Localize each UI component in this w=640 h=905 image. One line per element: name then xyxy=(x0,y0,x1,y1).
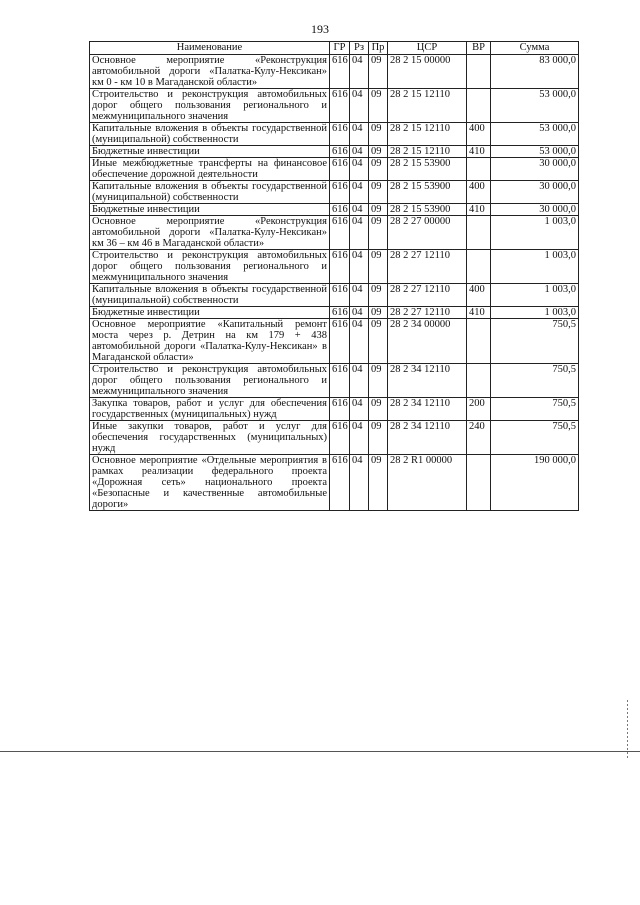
row-pr: 09 xyxy=(369,284,388,307)
header-rz: Рз xyxy=(350,42,369,55)
row-vr xyxy=(467,216,491,250)
row-csr: 28 2 34 12110 xyxy=(388,398,467,421)
header-csr: ЦСР xyxy=(388,42,467,55)
row-gr: 616 xyxy=(330,319,350,364)
row-name: Капитальные вложения в объекты государственной (муниципальной) собственности xyxy=(90,284,330,307)
table-row xyxy=(90,398,579,421)
row-csr: 28 2 27 12110 xyxy=(388,250,467,284)
row-vr: 200 xyxy=(467,398,491,421)
row-vr xyxy=(467,55,491,89)
row-csr: 28 2 34 12110 xyxy=(388,364,467,398)
row-vr xyxy=(467,158,491,181)
table-row xyxy=(90,307,579,319)
row-sum: 83 000,0 xyxy=(491,55,579,89)
row-sum: 30 000,0 xyxy=(491,204,579,216)
row-rz: 04 xyxy=(350,398,369,421)
row-gr: 616 xyxy=(330,455,350,511)
row-vr xyxy=(467,364,491,398)
row-sum: 1 003,0 xyxy=(491,216,579,250)
row-csr: 28 2 15 53900 xyxy=(388,204,467,216)
row-rz: 04 xyxy=(350,158,369,181)
row-pr: 09 xyxy=(369,89,388,123)
row-rz: 04 xyxy=(350,455,369,511)
row-rz: 04 xyxy=(350,55,369,89)
row-gr: 616 xyxy=(330,284,350,307)
row-gr: 616 xyxy=(330,158,350,181)
row-rz: 04 xyxy=(350,181,369,204)
row-vr: 410 xyxy=(467,204,491,216)
table-row xyxy=(90,250,579,284)
row-sum: 30 000,0 xyxy=(491,158,579,181)
row-gr: 616 xyxy=(330,181,350,204)
row-gr: 616 xyxy=(330,398,350,421)
table-row xyxy=(90,364,579,398)
row-pr: 09 xyxy=(369,398,388,421)
page-divider-line xyxy=(0,751,640,752)
row-vr: 400 xyxy=(467,181,491,204)
row-pr: 09 xyxy=(369,181,388,204)
row-vr: 400 xyxy=(467,123,491,146)
row-gr: 616 xyxy=(330,364,350,398)
row-pr: 09 xyxy=(369,123,388,146)
row-sum: 53 000,0 xyxy=(491,123,579,146)
row-name: Закупка товаров, работ и услуг для обеспечения государственных (муниципальных) нужд xyxy=(90,398,330,421)
row-sum: 750,5 xyxy=(491,421,579,455)
row-vr xyxy=(467,250,491,284)
table-row xyxy=(90,55,579,89)
row-gr: 616 xyxy=(330,307,350,319)
header-name: Наименование xyxy=(90,42,330,55)
table-row xyxy=(90,89,579,123)
row-gr: 616 xyxy=(330,55,350,89)
row-name: Основное мероприятие «Реконструкция автомобильной дороги «Палатка-Кулу-Нексикан» км 0 - км 10 в Магаданской области» xyxy=(90,55,330,89)
row-rz: 04 xyxy=(350,284,369,307)
row-name: Основное мероприятие «Отдельные мероприятия в рамках реализации федерального проекта «Дорожная сеть» национального проекта «Безопасные и качественные автомобильные дороги» xyxy=(90,455,330,511)
row-vr: 410 xyxy=(467,307,491,319)
row-vr xyxy=(467,89,491,123)
row-name: Капитальные вложения в объекты государственной (муниципальной) собственности xyxy=(90,181,330,204)
row-sum: 750,5 xyxy=(491,398,579,421)
table-row xyxy=(90,181,579,204)
row-name: Основное мероприятие «Капитальный ремонт моста через р. Детрин на км 179 + 438 автомобильной дороги «Палатка-Кулу-Нексикан» в Магаданской области» xyxy=(90,319,330,364)
row-name: Бюджетные инвестиции xyxy=(90,204,330,216)
table-row xyxy=(90,204,579,216)
page-number: 193 xyxy=(311,22,329,36)
row-sum: 53 000,0 xyxy=(491,89,579,123)
row-pr: 09 xyxy=(369,319,388,364)
margin-scan-mark xyxy=(627,700,628,760)
row-vr: 410 xyxy=(467,146,491,158)
row-pr: 09 xyxy=(369,204,388,216)
row-pr: 09 xyxy=(369,216,388,250)
row-rz: 04 xyxy=(350,89,369,123)
row-vr xyxy=(467,455,491,511)
row-sum: 53 000,0 xyxy=(491,146,579,158)
row-sum: 750,5 xyxy=(491,319,579,364)
row-rz: 04 xyxy=(350,319,369,364)
row-name: Капитальные вложения в объекты государственной (муниципальной) собственности xyxy=(90,123,330,146)
row-rz: 04 xyxy=(350,146,369,158)
row-gr: 616 xyxy=(330,89,350,123)
row-csr: 28 2 27 12110 xyxy=(388,284,467,307)
row-rz: 04 xyxy=(350,204,369,216)
row-csr: 28 2 15 12110 xyxy=(388,146,467,158)
row-csr: 28 2 R1 00000 xyxy=(388,455,467,511)
row-pr: 09 xyxy=(369,250,388,284)
row-gr: 616 xyxy=(330,123,350,146)
row-csr: 28 2 27 00000 xyxy=(388,216,467,250)
row-rz: 04 xyxy=(350,250,369,284)
row-pr: 09 xyxy=(369,307,388,319)
row-name: Иные межбюджетные трансферты на финансовое обеспечение дорожной деятельности xyxy=(90,158,330,181)
row-pr: 09 xyxy=(369,364,388,398)
table-row xyxy=(90,421,579,455)
row-gr: 616 xyxy=(330,216,350,250)
row-pr: 09 xyxy=(369,146,388,158)
header-pr: Пр xyxy=(369,42,388,55)
table-row xyxy=(90,158,579,181)
header-gr: ГР xyxy=(330,42,350,55)
row-rz: 04 xyxy=(350,216,369,250)
row-csr: 28 2 27 12110 xyxy=(388,307,467,319)
row-rz: 04 xyxy=(350,307,369,319)
table-row xyxy=(90,146,579,158)
table-row xyxy=(90,319,579,364)
row-gr: 616 xyxy=(330,146,350,158)
table-row xyxy=(90,455,579,511)
row-vr xyxy=(467,319,491,364)
row-csr: 28 2 15 12110 xyxy=(388,123,467,146)
row-sum: 30 000,0 xyxy=(491,181,579,204)
header-vr: ВР xyxy=(467,42,491,55)
row-sum: 190 000,0 xyxy=(491,455,579,511)
table-header-row xyxy=(90,42,579,55)
row-sum: 750,5 xyxy=(491,364,579,398)
row-name: Бюджетные инвестиции xyxy=(90,146,330,158)
row-csr: 28 2 15 53900 xyxy=(388,181,467,204)
table-row xyxy=(90,284,579,307)
table-row xyxy=(90,216,579,250)
row-rz: 04 xyxy=(350,364,369,398)
row-sum: 1 003,0 xyxy=(491,284,579,307)
budget-table xyxy=(89,41,579,511)
row-rz: 04 xyxy=(350,421,369,455)
row-csr: 28 2 15 00000 xyxy=(388,55,467,89)
row-pr: 09 xyxy=(369,455,388,511)
row-csr: 28 2 15 12110 xyxy=(388,89,467,123)
row-sum: 1 003,0 xyxy=(491,250,579,284)
row-name: Строительство и реконструкция автомобильных дорог общего пользования регионального и межмуниципального значения xyxy=(90,364,330,398)
row-sum: 1 003,0 xyxy=(491,307,579,319)
header-sum: Сумма xyxy=(491,42,579,55)
row-vr: 400 xyxy=(467,284,491,307)
row-csr: 28 2 34 12110 xyxy=(388,421,467,455)
row-pr: 09 xyxy=(369,158,388,181)
row-name: Строительство и реконструкция автомобильных дорог общего пользования регионального и межмуниципального значения xyxy=(90,250,330,284)
row-vr: 240 xyxy=(467,421,491,455)
table-row xyxy=(90,123,579,146)
row-pr: 09 xyxy=(369,55,388,89)
row-rz: 04 xyxy=(350,123,369,146)
row-gr: 616 xyxy=(330,250,350,284)
row-csr: 28 2 15 53900 xyxy=(388,158,467,181)
row-name: Строительство и реконструкция автомобильных дорог общего пользования регионального и межмуниципального значения xyxy=(90,89,330,123)
row-csr: 28 2 34 00000 xyxy=(388,319,467,364)
row-name: Основное мероприятие «Реконструкция автомобильной дороги «Палатка-Кулу-Нексикан» км 36 – км 46 в Магаданской области» xyxy=(90,216,330,250)
row-gr: 616 xyxy=(330,204,350,216)
row-pr: 09 xyxy=(369,421,388,455)
row-gr: 616 xyxy=(330,421,350,455)
row-name: Иные закупки товаров, работ и услуг для обеспечения государственных (муниципальных) нужд xyxy=(90,421,330,455)
row-name: Бюджетные инвестиции xyxy=(90,307,330,319)
